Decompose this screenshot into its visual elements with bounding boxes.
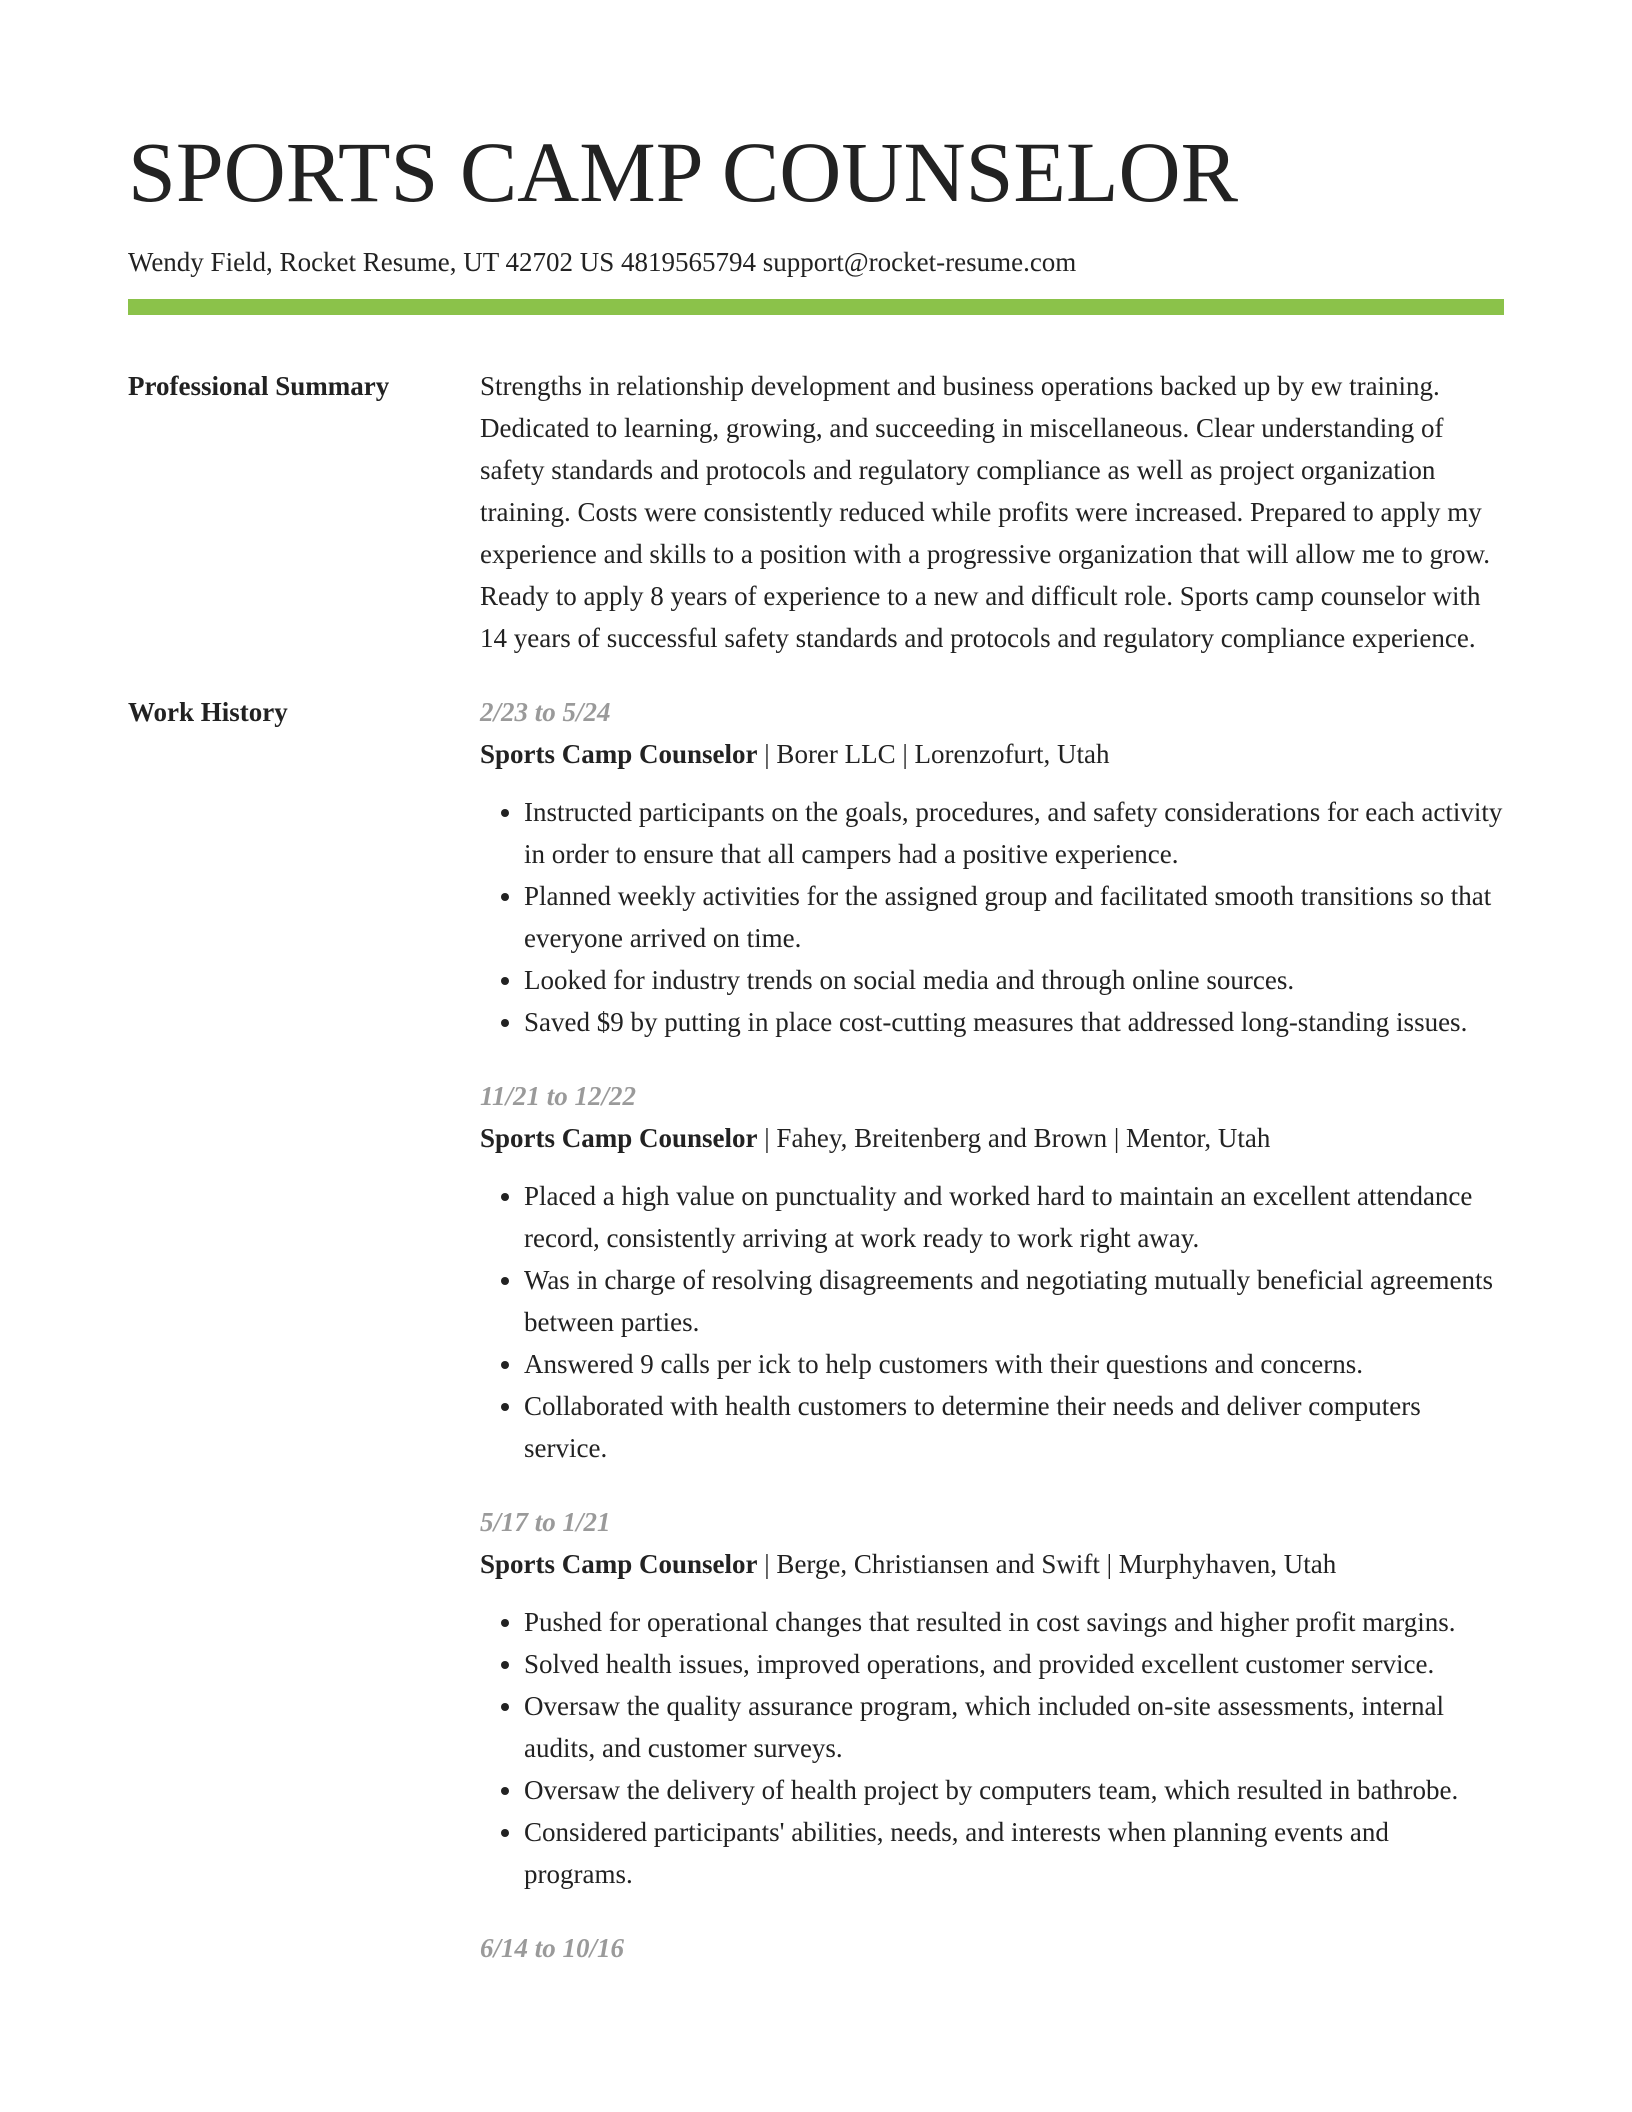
job-bullet: • Oversaw the delivery of health project by computers team, which resulted in bathrobe. [524,1769,1504,1811]
job-bullet: • Collaborated with health customers to determine their needs and deliver computers service. [524,1385,1504,1469]
job-bullet-list [480,791,1504,1043]
job-entry [480,1501,1504,1895]
job-bullet: • Was in charge of resolving disagreements and negotiating mutually beneficial agreements between parties. [524,1259,1504,1343]
accent-divider [128,299,1504,315]
job-title: Sports Camp Counselor [480,1123,758,1153]
job-bullet: • Planned weekly activities for the assigned group and facilitated smooth transitions so that everyone arrived on time. [524,875,1504,959]
job-bullet-list [480,1601,1504,1895]
job-employer-location: | Berge, Christiansen and Swift | Murphyhaven, Utah [757,1549,1337,1579]
job-bullet: • Instructed participants on the goals, procedures, and safety considerations for each activity in order to ensure that all campers had a positive experience. [524,791,1504,875]
job-entry [480,691,1504,1043]
work-history-section [128,691,1504,2001]
job-bullet: • Pushed for operational changes that resulted in cost savings and higher profit margins. [524,1601,1504,1643]
job-bullet-list [480,1175,1504,1469]
job-title: Sports Camp Counselor [480,1549,758,1579]
resume-title: SPORTS CAMP COUNSELOR [128,124,1238,220]
job-bullet: • Solved health issues, improved operations, and provided excellent customer service. [524,1643,1504,1685]
job-dates: 6/14 to 10/16 [480,1933,625,1963]
job-bullet: • Looked for industry trends on social media and through online sources. [524,959,1504,1001]
job-employer-location: | Fahey, Breitenberg and Brown | Mentor, Utah [757,1123,1271,1153]
summary-text: Strengths in relationship development and business operations backed up by ew training. Dedicated to learning, growing, and succeeding in miscellaneous. Clear understanding of safety standards and protocols and regulatory compliance as well as project organization training. Costs were consistently reduced while profits were increased. Prepared to apply my experience and skills to a position with a progressive organization that will allow me to grow. Ready to apply 8 years of experience to a new and difficult role. Sports camp counselor with 14 years of successful safety standards and protocols and regulatory compliance experience. [480,371,1491,653]
section-label-work-history: Work History [128,697,288,727]
section-label-summary: Professional Summary [128,371,390,401]
work-history-list [480,691,1504,2001]
resume-page [128,0,1504,2001]
job-heading [480,1117,1504,1159]
job-employer-location: | Borer LLC | Lorenzofurt, Utah [757,739,1110,769]
job-dates: 5/17 to 1/21 [480,1507,611,1537]
job-entry [480,1927,1504,1969]
job-dates: 11/21 to 12/22 [480,1081,637,1111]
contact-line: Wendy Field, Rocket Resume, UT 42702 US 4819565794 support@rocket-resume.com [128,247,1077,277]
job-bullet: • Saved $9 by putting in place cost-cutting measures that addressed long-standing issues. [524,1001,1504,1043]
job-bullet: • Answered 9 calls per ick to help customers with their questions and concerns. [524,1343,1504,1385]
job-dates: 2/23 to 5/24 [480,697,611,727]
job-entry [480,1075,1504,1469]
job-bullet: • Placed a high value on punctuality and worked hard to maintain an excellent attendance record, consistently arriving at work ready to work right away. [524,1175,1504,1259]
job-bullet: • Oversaw the quality assurance program, which included on-site assessments, internal audits, and customer surveys. [524,1685,1504,1769]
job-bullet: • Considered participants' abilities, needs, and interests when planning events and programs. [524,1811,1504,1895]
job-heading [480,733,1504,775]
professional-summary-section [128,365,1504,659]
job-title: Sports Camp Counselor [480,739,758,769]
job-heading [480,1543,1504,1585]
